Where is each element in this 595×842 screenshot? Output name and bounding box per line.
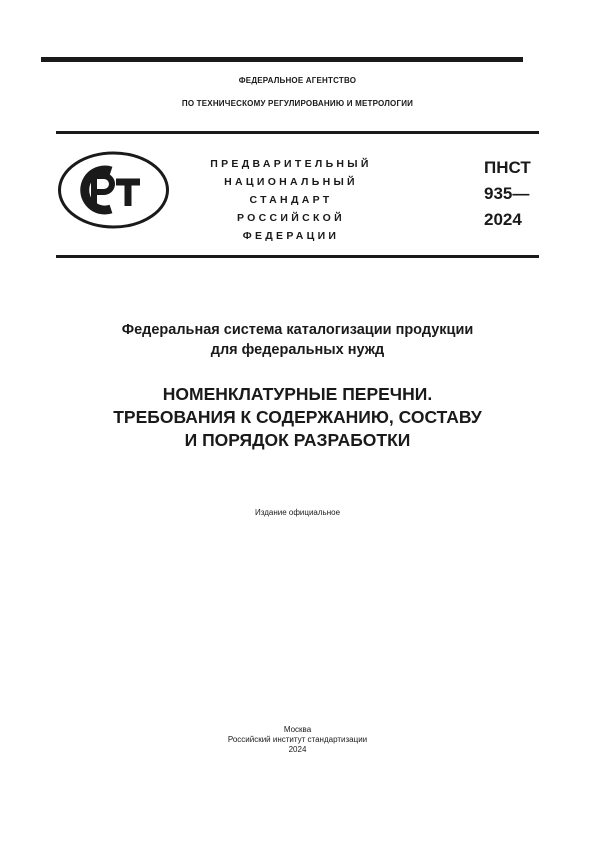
header-divider — [56, 131, 539, 134]
subtitle-line: Федеральная система каталогизации продукции — [121, 322, 474, 338]
agency-line-2: ПО ТЕХНИЧЕСКОМУ РЕГУЛИРОВАНИЮ И МЕТРОЛОГИИ — [181, 99, 414, 108]
standard-number-line: ПНСТ — [484, 158, 531, 177]
title-line: И ПОРЯДОК РАЗРАБОТКИ — [184, 430, 411, 450]
standard-type-line: ФЕДЕРАЦИИ — [242, 230, 340, 242]
standard-type-line: СТАНДАРТ — [249, 194, 333, 206]
imprint-city: Москва — [283, 725, 312, 734]
agency-line-1: ФЕДЕРАЛЬНОЕ АГЕНТСТВО — [238, 76, 357, 85]
title-line: ТРЕБОВАНИЯ К СОДЕРЖАНИЮ, СОСТАВУ — [113, 407, 482, 427]
standard-number — [484, 155, 531, 233]
edition-note: Издание официальное — [254, 508, 341, 517]
top-divider — [41, 57, 523, 62]
document-title — [0, 383, 595, 452]
standard-type-line: ПРЕДВАРИТЕЛЬНЫЙ — [210, 158, 372, 170]
standard-type-line: НАЦИОНАЛЬНЫЙ — [224, 176, 358, 188]
title-line: НОМЕНКЛАТУРНЫЕ ПЕРЕЧНИ. — [162, 384, 433, 404]
standard-number-line: 2024 — [484, 210, 522, 229]
gost-r-emblem-icon — [56, 150, 171, 230]
subtitle-line: для федеральных нужд — [210, 342, 385, 358]
document-subtitle — [0, 320, 595, 360]
standard-number-line: 935— — [484, 184, 530, 203]
imprint-year: 2024 — [288, 745, 307, 754]
imprint-publisher: Российский институт стандартизации — [227, 735, 368, 744]
standard-type — [196, 155, 386, 245]
imprint — [0, 725, 595, 755]
header-bottom-divider — [56, 255, 539, 258]
standard-type-line: РОССИЙСКОЙ — [237, 212, 345, 224]
